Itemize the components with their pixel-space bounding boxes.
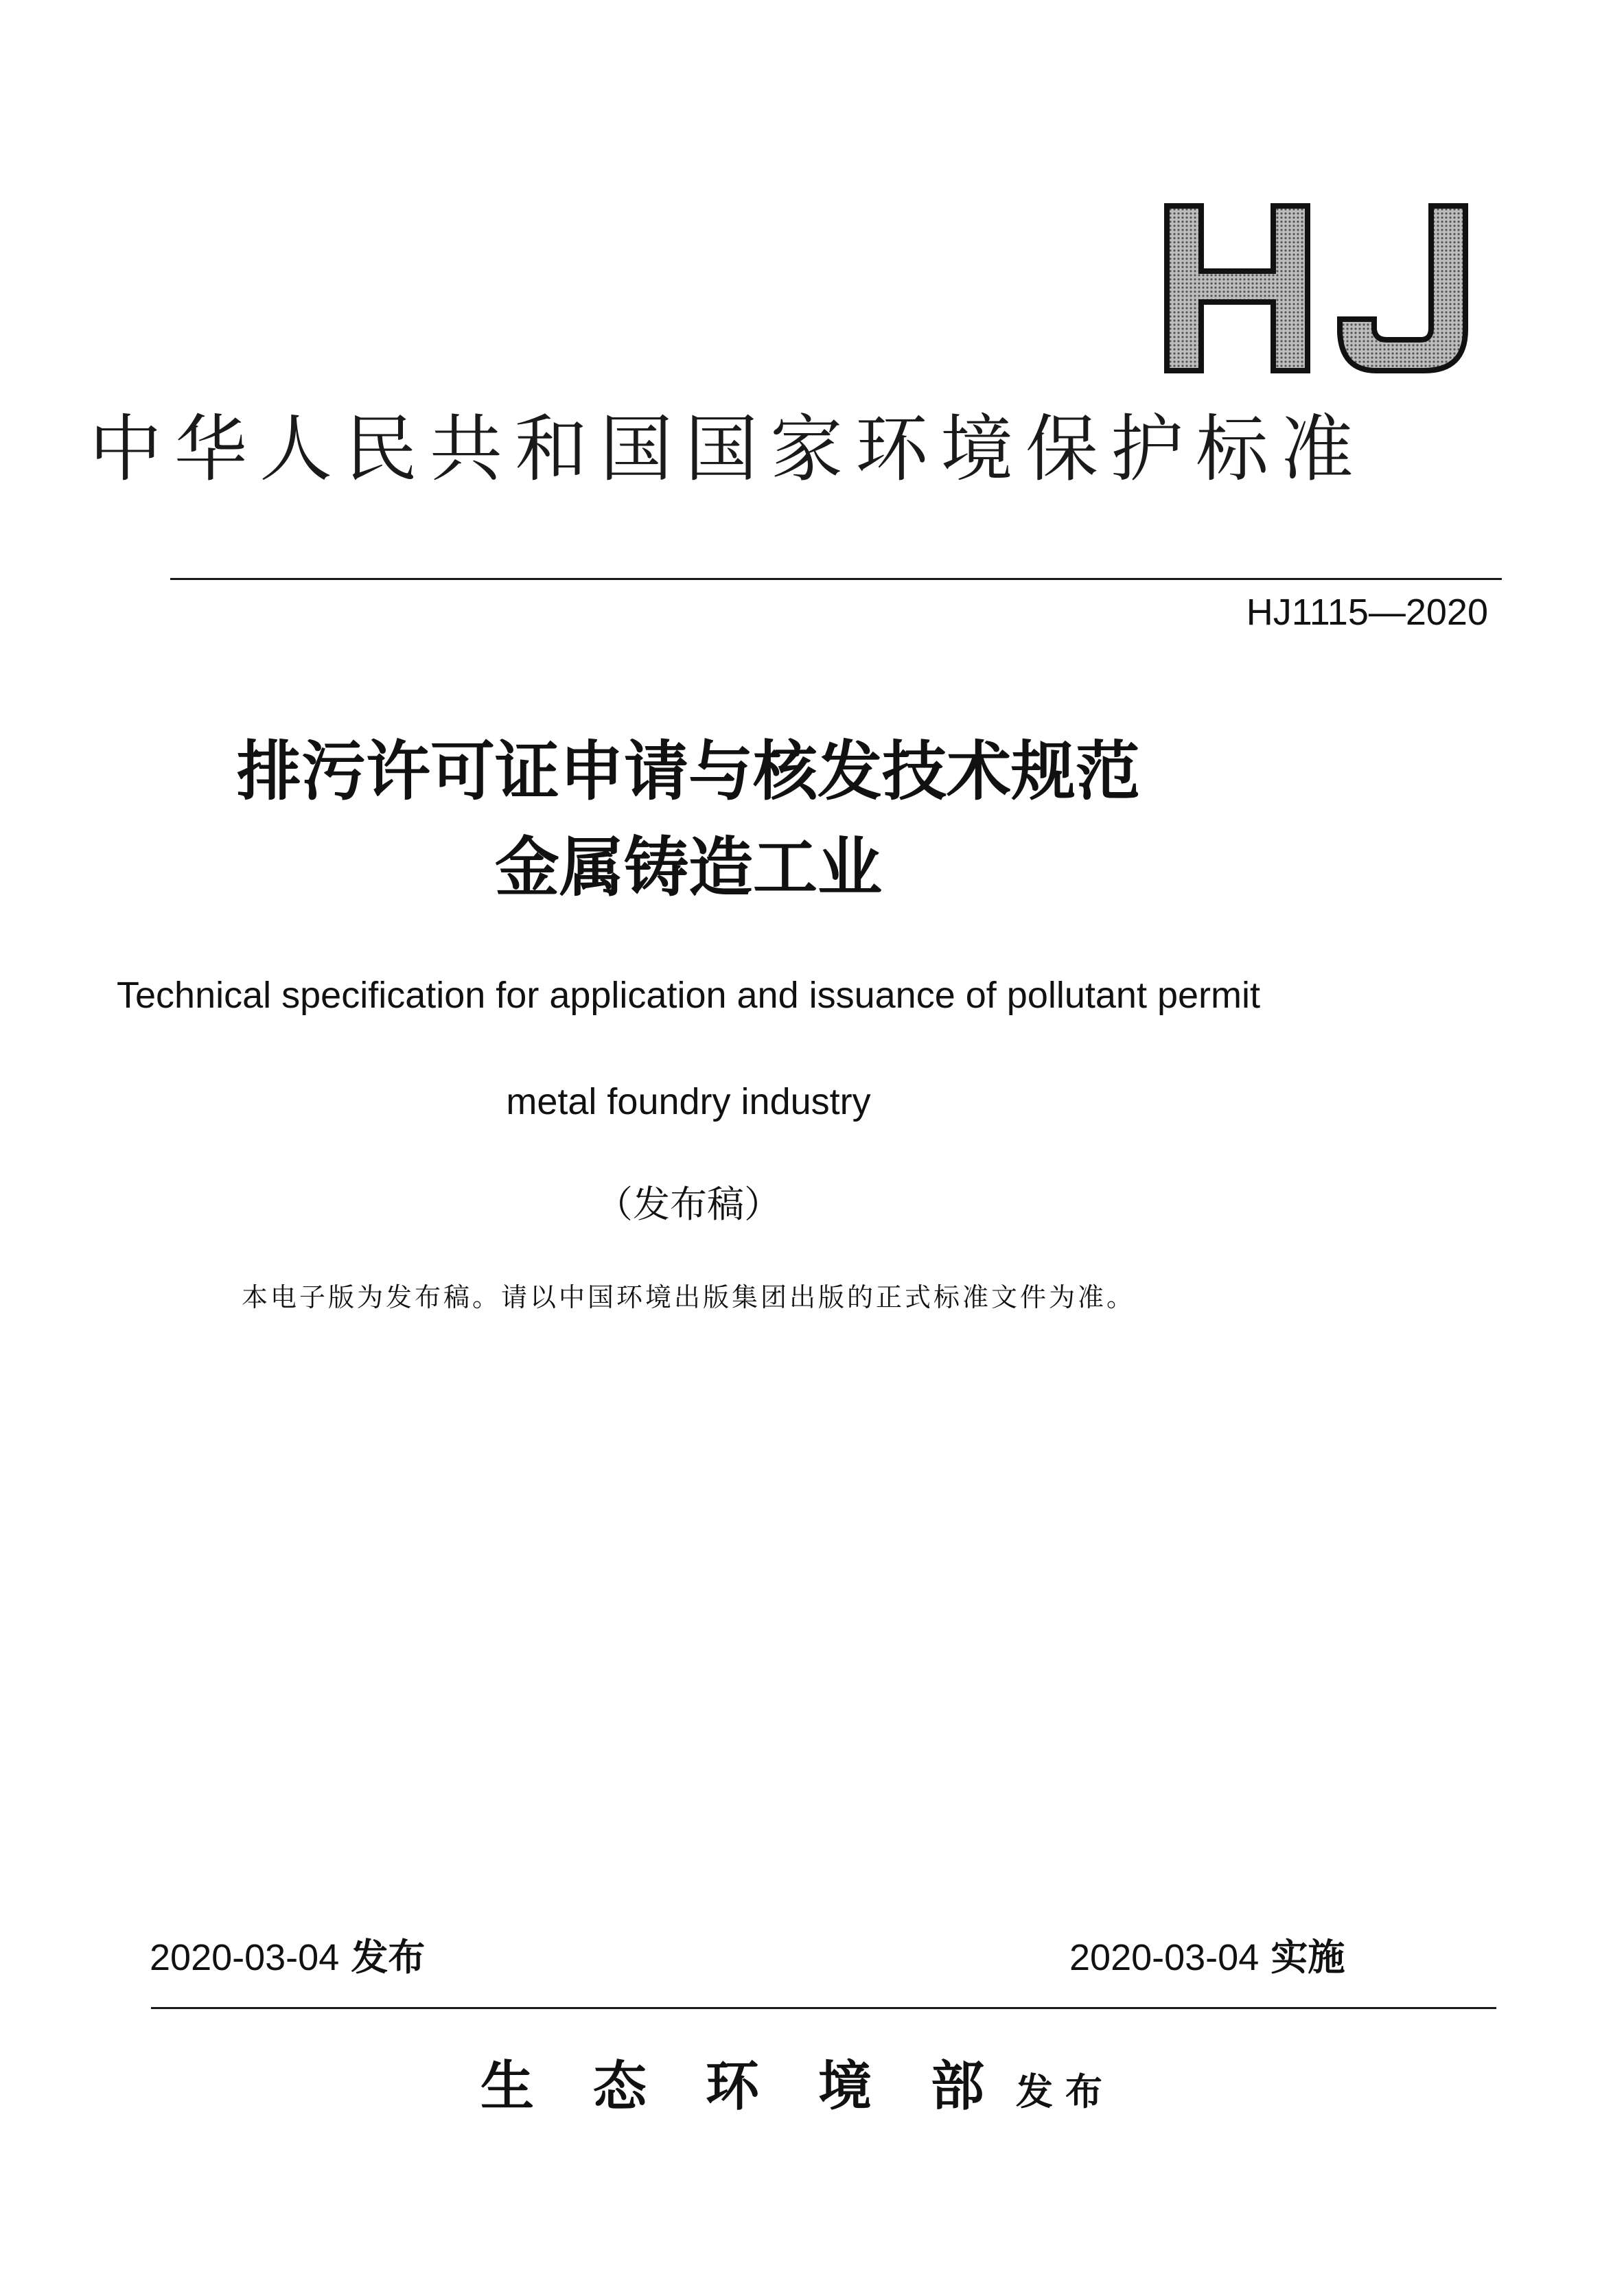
release-date-value: 2020-03-04 <box>150 1937 340 1978</box>
publisher-name: 生态环境部 <box>480 2055 1044 2118</box>
national-standard-title: 中华人民共和国国家环境保护标准 <box>89 407 1366 491</box>
draft-status-tag: （发布稿） <box>596 1183 781 1226</box>
chinese-title-line-2: 金属铸造工业 <box>494 831 882 905</box>
release-date <box>150 1930 425 1985</box>
standard-number: HJ1115—2020 <box>1246 592 1488 633</box>
publisher-line <box>480 2042 1115 2146</box>
electronic-version-notice: 本电子版为发布稿。请以中国环境出版集团出版的正式标准文件为准。 <box>241 1282 1135 1312</box>
chinese-title-line-1: 排污许可证申请与核发技术规范 <box>236 734 1140 809</box>
release-date-label: 发布 <box>351 1936 426 1979</box>
top-divider <box>170 578 1502 580</box>
effective-date <box>1069 1930 1345 1985</box>
english-title-line-1: Technical specification for application and issuance of pollutant permit <box>117 975 1260 1016</box>
bottom-divider <box>151 2007 1496 2009</box>
effective-date-label: 实施 <box>1271 1936 1345 1979</box>
publisher-verb: 发布 <box>1016 2069 1115 2113</box>
english-title-line-2: metal foundry industry <box>506 1081 871 1122</box>
effective-date-value: 2020-03-04 <box>1069 1937 1260 1978</box>
hj-logo <box>1160 199 1476 378</box>
